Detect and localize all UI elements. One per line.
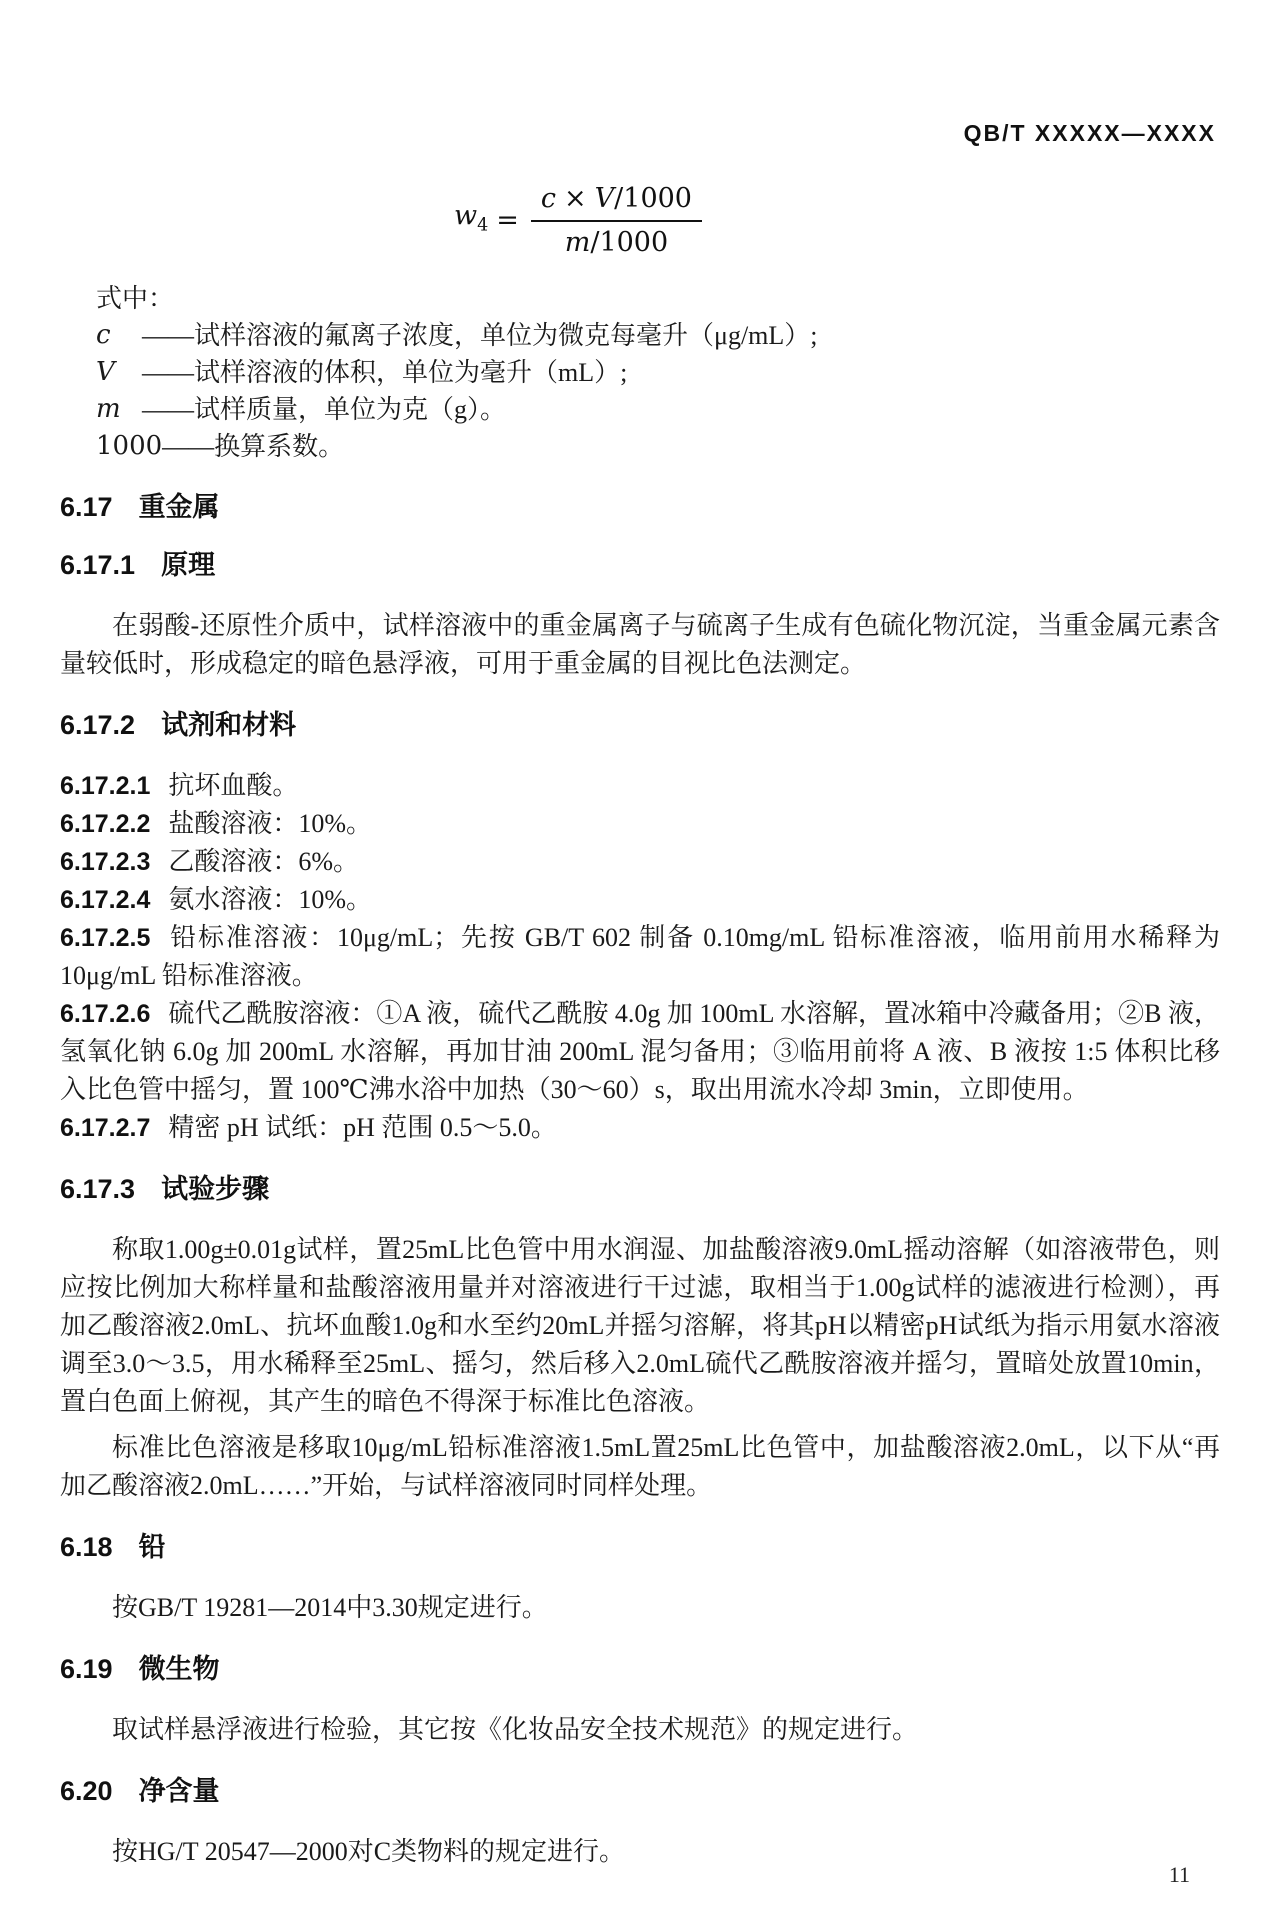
formula-variable-c: c	[540, 183, 557, 214]
heading-title: 铅	[138, 1531, 166, 1562]
clause-6-17-2-6	[60, 995, 1220, 1109]
clause-text: 氨水溶液：10%。	[168, 884, 373, 914]
heading-title: 试剂和材料	[161, 709, 297, 740]
heading-title: 原理	[161, 549, 216, 580]
section-heading-6-19	[60, 1653, 1220, 1685]
clause-number: 6.17.2.2	[60, 809, 151, 838]
heading-title: 微生物	[138, 1653, 220, 1684]
doc-code-header: QB/T XXXXX—XXXX	[963, 120, 1216, 146]
heading-title: 重金属	[138, 491, 220, 522]
section-heading-6-18	[60, 1531, 1220, 1563]
clause-number: 6.17.2.3	[60, 847, 151, 876]
procedure-paragraph-2: 标准比色溶液是移取10μg/mL铅标准溶液1.5mL置25mL比色管中，加盐酸溶液2.0mL，以下从“再加乙酸溶液2.0mL……”开始，与试样溶液同时同样处理。	[60, 1432, 1220, 1500]
where-definition: ——试样溶液的氟离子浓度，单位为微克每毫升（μg/mL）;	[142, 320, 818, 350]
fraction	[531, 182, 702, 260]
clause-text: 乙酸溶液：6%。	[168, 846, 360, 876]
where-label: 式中：	[96, 283, 175, 313]
denominator-rest: /1000	[590, 226, 669, 258]
heading-number: 6.17.2	[60, 709, 136, 740]
procedure-paragraph-1: 称取1.00g±0.01g试样，置25mL比色管中用水润湿、加盐酸溶液9.0mL摇动溶解（如溶液带色，则应按比例加大称样量和盐酸溶液用量并对溶液进行干过滤，取相当于1.00g试样的滤液进行检测），再加乙酸溶液2.0mL、抗坏血酸1.0g和水至约20mL并摇匀溶解，将其pH以精密pH试纸为指示用氨水溶液调至3.0～3.5，用水稀释至25mL、摇匀，然后移入2.0mL硫代乙酰胺溶液并摇匀，置暗处放置10min，置白色面上俯视，其产生的暗色不得深于标准比色溶液。	[60, 1234, 1220, 1416]
where-symbol: V	[96, 356, 115, 387]
section-6-19-body: 取试样悬浮液进行检验，其它按《化妆品安全技术规范》的规定进行。	[112, 1714, 919, 1744]
multiply-sign: ×	[564, 183, 587, 214]
clause-number: 6.17.2.1	[60, 771, 151, 800]
clause-6-17-2-4	[60, 881, 1220, 919]
heading-number: 6.17.1	[60, 549, 136, 580]
clause-6-17-2-2	[60, 805, 1220, 843]
document-body	[60, 168, 1220, 1879]
formula-w4	[0, 182, 1158, 260]
section-heading-6-20	[60, 1775, 1220, 1807]
section-heading-6-17	[60, 491, 1220, 523]
section-heading-6-17-1	[60, 549, 1220, 581]
where-item	[60, 391, 1220, 428]
fraction-denominator	[555, 222, 678, 260]
clause-6-17-2-3	[60, 843, 1220, 881]
heading-number: 6.18	[60, 1531, 113, 1562]
clause-number: 6.17.2.7	[60, 1113, 151, 1142]
where-symbol: 1000	[96, 430, 163, 461]
numerator-rest: /1000	[614, 183, 692, 214]
page-number: 11	[1168, 1862, 1190, 1887]
principle-paragraph: 在弱酸-还原性介质中，试样溶液中的重金属离子与硫离子生成有色硫化物沉淀，当重金属元素含量较低时，形成稳定的暗色悬浮液，可用于重金属的目视比色法测定。	[60, 610, 1220, 678]
where-symbol: c	[96, 319, 111, 350]
where-symbol: m	[96, 393, 121, 424]
clause-6-17-2-1	[60, 767, 1220, 805]
clause-text: 抗坏血酸。	[168, 770, 299, 800]
clause-text: 精密 pH 试纸：pH 范围 0.5～5.0。	[168, 1112, 557, 1142]
clause-text: 盐酸溶液：10%。	[168, 808, 373, 838]
section-6-20-body: 按HG/T 20547—2000对C类物料的规定进行。	[112, 1836, 626, 1866]
clause-number: 6.17.2.5	[60, 923, 151, 952]
heading-title: 试验步骤	[161, 1173, 270, 1204]
clause-text: 硫代乙酰胺溶液：①A 液，硫代乙酰胺 4.0g 加 100mL 水溶解，置冰箱中冷藏备用；②B 液，氢氧化钠 6.0g 加 200mL 水溶解，再加甘油 200mL 混匀备用；③临用前将 A 液、B 液按 1:5 体积比移入比色管中摇匀，置 100℃沸水浴中加热（30～60）s，取出用流水冷却 3min，立即使用。	[60, 998, 1220, 1104]
section-heading-6-17-2	[60, 709, 1220, 741]
formula-variable-m: m	[564, 226, 591, 258]
formula-lhs	[454, 197, 488, 244]
fraction-numerator	[531, 182, 702, 222]
clause-6-17-2-5	[60, 919, 1220, 995]
heading-number: 6.20	[60, 1775, 113, 1806]
heading-number: 6.17.3	[60, 1173, 136, 1204]
where-item	[60, 354, 1220, 391]
formula-variable-v: V	[594, 183, 615, 214]
heading-number: 6.17	[60, 491, 113, 522]
clause-6-17-2-7	[60, 1109, 1220, 1147]
formula-subscript: 4	[477, 215, 489, 236]
where-definition: ——换算系数。	[162, 431, 345, 461]
formula-variable-w: w	[454, 200, 478, 232]
heading-title: 净含量	[138, 1775, 220, 1806]
equals-sign: =	[496, 204, 519, 236]
clause-number: 6.17.2.6	[60, 999, 151, 1028]
where-item	[60, 317, 1220, 354]
clause-number: 6.17.2.4	[60, 885, 151, 914]
section-heading-6-17-3	[60, 1173, 1220, 1205]
where-definition: ——试样质量，单位为克（g）。	[142, 394, 507, 424]
where-item	[60, 428, 1220, 465]
where-definition: ——试样溶液的体积，单位为毫升（mL）;	[142, 357, 628, 387]
section-6-18-body: 按GB/T 19281—2014中3.30规定进行。	[112, 1592, 548, 1622]
heading-number: 6.19	[60, 1653, 113, 1684]
clause-text: 铅标准溶液：10μg/mL；先按 GB/T 602 制备 0.10mg/mL 铅标准溶液，临用前用水稀释为 10μg/mL 铅标准溶液。	[60, 922, 1220, 990]
